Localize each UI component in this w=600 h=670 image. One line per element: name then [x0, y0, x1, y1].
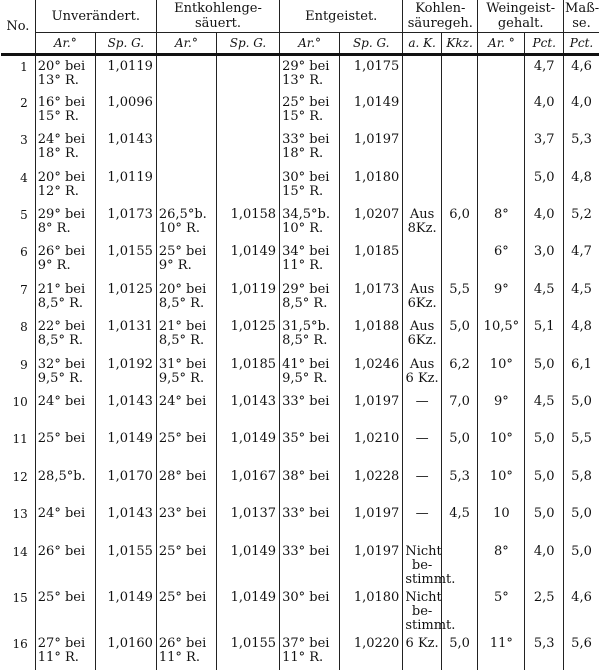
cell-weingeist-pct: 4,5 [525, 391, 564, 428]
cell-weingeist-ar [478, 129, 525, 166]
cell-row-number: 7 [20, 282, 28, 297]
header-entgeistet: Entgeistet. [280, 0, 403, 33]
cell-row-number: 15 [12, 590, 28, 605]
cell-kohlensaeure-kkz [441, 241, 477, 278]
cell-kohlensaeure-kkz [441, 167, 477, 204]
cell-row-number: 3 [20, 133, 28, 148]
cell-entgeistet-ar: 35° bei [280, 428, 340, 465]
cell-entgeistet-spg: 1,0210 [340, 428, 403, 465]
cell-masse-pct: 5,0 [564, 503, 599, 540]
cell-masse-pct: 5,5 [564, 428, 599, 465]
cell-row-number: 4 [20, 170, 28, 185]
subheader-spg: Sp. G. [95, 33, 156, 55]
cell-masse-pct: 5,8 [564, 466, 599, 503]
cell-row-number: 8 [20, 320, 28, 335]
cell-masse-pct: 5,2 [564, 204, 599, 241]
cell-kohlensaeure-kkz: 5,5 [441, 279, 477, 316]
cell-unveraendert-ar: 25° bei [35, 428, 95, 465]
cell-entgeistet-ar: 25° bei 15° R. [280, 92, 340, 129]
cell-entkohlensaeuert-spg: 1,0158 [216, 204, 279, 241]
cell-kohlensaeure-ak [403, 167, 442, 204]
subheader-ar2: Ar. ° [478, 33, 525, 55]
cell-row-number: 16 [12, 636, 28, 651]
header-kohlensaeuregeh: Kohlen- säuregeh. [403, 0, 478, 33]
cell-unveraendert-ar: 24° bei [35, 391, 95, 428]
cell-entkohlensaeuert-spg [216, 167, 279, 204]
cell-weingeist-pct: 5,3 [525, 633, 564, 670]
cell-entgeistet-spg: 1,0197 [340, 503, 403, 540]
cell-row-number: 1 [20, 60, 28, 74]
subheader-spg: Sp. G. [216, 33, 279, 55]
table-row [1, 316, 599, 353]
cell-masse-pct: 4,0 [564, 92, 599, 129]
cell-entgeistet-spg: 1,0175 [340, 55, 403, 92]
cell-entgeistet-spg: 1,0207 [340, 204, 403, 241]
cell-entgeistet-spg: 1,0197 [340, 541, 403, 587]
cell-masse-pct: 5,3 [564, 129, 599, 166]
cell-weingeist-pct: 5,0 [525, 354, 564, 391]
cell-entgeistet-spg: 1,0173 [340, 279, 403, 316]
table-row [1, 92, 599, 129]
cell-weingeist-pct: 4,0 [525, 204, 564, 241]
cell-entkohlensaeuert-spg [216, 129, 279, 166]
subheader-kkz: Kkz. [441, 33, 477, 55]
cell-kohlensaeure-kkz [441, 129, 477, 166]
cell-row-number: 13 [12, 507, 28, 522]
cell-entkohlensaeuert-spg: 1,0137 [216, 503, 279, 540]
cell-unveraendert-ar: 28,5°b. [35, 466, 95, 503]
cell-entgeistet-ar: 34° bei 11° R. [280, 241, 340, 278]
header-unveraendert: Unverändert. [35, 0, 156, 33]
cell-entgeistet-spg: 1,0246 [340, 354, 403, 391]
table-row [1, 129, 599, 166]
cell-entkohlensaeuert-spg: 1,0143 [216, 391, 279, 428]
cell-entkohlensaeuert-spg: 1,0119 [216, 279, 279, 316]
cell-entkohlensaeuert-ar: 26,5°b. 10° R. [156, 204, 216, 241]
cell-kohlensaeure-ak: Aus 8Kz. [403, 204, 442, 241]
cell-entkohlensaeuert-spg: 1,0149 [216, 587, 279, 633]
cell-kohlensaeure-kkz: 6,0 [441, 204, 477, 241]
cell-unveraendert-spg: 1,0149 [95, 587, 156, 633]
cell-kohlensaeure-kkz: 5,0 [441, 316, 477, 353]
table-row [1, 55, 599, 92]
cell-entgeistet-ar: 30° bei 15° R. [280, 167, 340, 204]
cell-kohlensaeure-ak [403, 129, 442, 166]
cell-kohlensaeure-ak: 6 Kz. [403, 633, 442, 670]
cell-entgeistet-ar: 41° bei 9,5° R. [280, 354, 340, 391]
cell-unveraendert-ar: 22° bei 8,5° R. [35, 316, 95, 353]
table-row [1, 167, 599, 204]
cell-weingeist-ar: 10° [478, 428, 525, 465]
cell-entkohlensaeuert-ar: 20° bei 8,5° R. [156, 279, 216, 316]
cell-entkohlensaeuert-ar [156, 55, 216, 92]
cell-row-number: 10 [12, 395, 28, 410]
measurement-table [1, 0, 599, 670]
cell-row-number: 2 [20, 95, 28, 110]
cell-weingeist-ar: 11° [478, 633, 525, 670]
cell-weingeist-pct: 5,1 [525, 316, 564, 353]
cell-entkohlensaeuert-ar: 25° bei [156, 541, 216, 587]
table-row [1, 354, 599, 391]
cell-weingeist-ar: 10,5° [478, 316, 525, 353]
cell-entgeistet-ar: 33° bei [280, 391, 340, 428]
cell-kohlensaeure-kkz: 5,3 [441, 466, 477, 503]
table-row [1, 279, 599, 316]
cell-row-number: 12 [12, 469, 28, 484]
cell-entkohlensaeuert-ar: 25° bei [156, 587, 216, 633]
cell-entgeistet-ar: 33° bei [280, 541, 340, 587]
header-masse: Maß- se. [565, 1, 600, 31]
cell-unveraendert-spg: 1,0096 [95, 92, 156, 129]
cell-kohlensaeure-ak: — [403, 428, 442, 465]
cell-entkohlensaeuert-ar: 21° bei 8,5° R. [156, 316, 216, 353]
table-row [1, 241, 599, 278]
cell-entgeistet-ar: 31,5°b. 8,5° R. [280, 316, 340, 353]
cell-entgeistet-spg: 1,0197 [340, 391, 403, 428]
cell-unveraendert-spg: 1,0143 [95, 503, 156, 540]
cell-entkohlensaeuert-spg: 1,0167 [216, 466, 279, 503]
cell-entkohlensaeuert-ar: 25° bei 9° R. [156, 241, 216, 278]
cell-entgeistet-ar: 34,5°b. 10° R. [280, 204, 340, 241]
cell-entgeistet-spg: 1,0185 [340, 241, 403, 278]
cell-entgeistet-ar: 33° bei 18° R. [280, 129, 340, 166]
cell-entkohlensaeuert-spg: 1,0149 [216, 241, 279, 278]
cell-unveraendert-spg: 1,0119 [95, 55, 156, 92]
cell-kohlensaeure-ak [403, 55, 442, 92]
cell-weingeist-pct: 5,0 [525, 503, 564, 540]
cell-row-number: 11 [12, 432, 28, 447]
cell-entgeistet-ar: 38° bei [280, 466, 340, 503]
cell-kohlensaeure-kkz: 6,2 [441, 354, 477, 391]
cell-unveraendert-spg: 1,0155 [95, 241, 156, 278]
cell-unveraendert-spg: 1,0143 [95, 391, 156, 428]
cell-unveraendert-spg: 1,0125 [95, 279, 156, 316]
cell-unveraendert-ar: 20° bei 13° R. [35, 55, 95, 92]
cell-kohlensaeure-kkz [441, 55, 477, 92]
cell-masse-pct: 5,6 [564, 633, 599, 670]
subheader-pct2: Pct. [564, 33, 599, 55]
cell-unveraendert-ar: 29° bei 8° R. [35, 204, 95, 241]
cell-kohlensaeure-kkz: 5,0 [441, 428, 477, 465]
cell-entkohlensaeuert-ar: 26° bei 11° R. [156, 633, 216, 670]
cell-entgeistet-ar: 33° bei [280, 503, 340, 540]
table-row [1, 587, 599, 633]
cell-entgeistet-spg: 1,0220 [340, 633, 403, 670]
cell-kohlensaeure-ak [403, 241, 442, 278]
cell-unveraendert-spg: 1,0160 [95, 633, 156, 670]
cell-masse-pct: 5,0 [564, 541, 599, 587]
cell-row-number: 5 [20, 208, 28, 223]
cell-kohlensaeure-ak: — [403, 466, 442, 503]
cell-entkohlensaeuert-ar [156, 129, 216, 166]
subheader-ar: Ar.° [280, 33, 340, 55]
cell-weingeist-ar: 10° [478, 466, 525, 503]
cell-weingeist-ar [478, 55, 525, 92]
header-no: No. [1, 0, 35, 55]
cell-unveraendert-spg: 1,0155 [95, 541, 156, 587]
subheader-pct: Pct. [525, 33, 564, 55]
cell-entkohlensaeuert-spg [216, 55, 279, 92]
cell-entkohlensaeuert-spg [216, 92, 279, 129]
cell-entkohlensaeuert-spg: 1,0155 [216, 633, 279, 670]
cell-unveraendert-ar: 25° bei [35, 587, 95, 633]
cell-unveraendert-spg: 1,0131 [95, 316, 156, 353]
cell-kohlensaeure-ak: — [403, 391, 442, 428]
cell-weingeist-ar: 8° [478, 204, 525, 241]
cell-weingeist-ar: 9° [478, 279, 525, 316]
cell-weingeist-pct: 4,5 [525, 279, 564, 316]
table-row [1, 541, 599, 587]
cell-entgeistet-ar: 29° bei 8,5° R. [280, 279, 340, 316]
cell-entgeistet-ar: 29° bei 13° R. [280, 55, 340, 92]
cell-unveraendert-ar: 32° bei 9,5° R. [35, 354, 95, 391]
header-weingeistgehalt: Weingeist- gehalt. [478, 0, 564, 33]
cell-unveraendert-ar: 21° bei 8,5° R. [35, 279, 95, 316]
cell-entkohlensaeuert-ar: 31° bei 9,5° R. [156, 354, 216, 391]
cell-entkohlensaeuert-spg: 1,0185 [216, 354, 279, 391]
cell-entkohlensaeuert-ar: 23° bei [156, 503, 216, 540]
cell-unveraendert-spg: 1,0119 [95, 167, 156, 204]
cell-masse-pct: 4,6 [564, 587, 599, 633]
cell-unveraendert-ar: 26° bei 9° R. [35, 241, 95, 278]
cell-masse-pct: 4,8 [564, 167, 599, 204]
cell-kohlensaeure-ak: Nicht be- stimmt. [403, 541, 442, 587]
cell-entgeistet-spg: 1,0197 [340, 129, 403, 166]
cell-weingeist-ar [478, 167, 525, 204]
header-entkohlensaeuert: Entkohlenge- säuert. [156, 0, 279, 33]
cell-weingeist-pct: 3,0 [525, 241, 564, 278]
cell-kohlensaeure-ak: Nicht be- stimmt. [403, 587, 442, 633]
cell-weingeist-pct: 5,0 [525, 428, 564, 465]
cell-unveraendert-ar: 20° bei 12° R. [35, 167, 95, 204]
cell-weingeist-ar [478, 92, 525, 129]
cell-entkohlensaeuert-ar [156, 167, 216, 204]
cell-masse-pct: 4,6 [564, 55, 599, 92]
subheader-ak: a. K. [403, 33, 442, 55]
cell-entkohlensaeuert-ar: 28° bei [156, 466, 216, 503]
cell-entgeistet-spg: 1,0180 [340, 167, 403, 204]
cell-weingeist-pct: 4,7 [525, 55, 564, 92]
cell-unveraendert-ar: 24° bei 18° R. [35, 129, 95, 166]
cell-kohlensaeure-kkz: 4,5 [441, 503, 477, 540]
cell-masse-pct: 5,0 [564, 391, 599, 428]
cell-kohlensaeure-ak: — [403, 503, 442, 540]
cell-weingeist-pct: 4,0 [525, 541, 564, 587]
table-row [1, 633, 599, 670]
cell-weingeist-pct: 5,0 [525, 466, 564, 503]
cell-weingeist-pct: 2,5 [525, 587, 564, 633]
cell-weingeist-pct: 3,7 [525, 129, 564, 166]
cell-kohlensaeure-kkz [441, 92, 477, 129]
cell-kohlensaeure-ak: Aus 6Kz. [403, 316, 442, 353]
cell-entgeistet-spg: 1,0180 [340, 587, 403, 633]
cell-entkohlensaeuert-ar: 25° bei [156, 428, 216, 465]
cell-masse-pct: 4,5 [564, 279, 599, 316]
cell-entkohlensaeuert-ar [156, 92, 216, 129]
subheader-ar: Ar.° [35, 33, 95, 55]
cell-entkohlensaeuert-ar: 24° bei [156, 391, 216, 428]
cell-unveraendert-spg: 1,0173 [95, 204, 156, 241]
cell-entkohlensaeuert-spg: 1,0125 [216, 316, 279, 353]
table-row [1, 466, 599, 503]
cell-entgeistet-ar: 37° bei 11° R. [280, 633, 340, 670]
cell-masse-pct: 4,7 [564, 241, 599, 278]
cell-unveraendert-spg: 1,0149 [95, 428, 156, 465]
cell-weingeist-ar: 9° [478, 391, 525, 428]
cell-kohlensaeure-kkz: 5,0 [441, 633, 477, 670]
cell-kohlensaeure-ak: Aus 6 Kz. [403, 354, 442, 391]
subheader-spg: Sp. G. [340, 33, 403, 55]
cell-unveraendert-spg: 1,0192 [95, 354, 156, 391]
cell-weingeist-ar: 8° [478, 541, 525, 587]
cell-weingeist-ar: 6° [478, 241, 525, 278]
cell-kohlensaeure-ak: Aus 6Kz. [403, 279, 442, 316]
cell-unveraendert-spg: 1,0170 [95, 466, 156, 503]
cell-weingeist-ar: 10 [478, 503, 525, 540]
cell-weingeist-pct: 5,0 [525, 167, 564, 204]
cell-entgeistet-ar: 30° bei [280, 587, 340, 633]
cell-entgeistet-spg: 1,0228 [340, 466, 403, 503]
cell-weingeist-ar: 10° [478, 354, 525, 391]
table-row [1, 391, 599, 428]
subheader-ar: Ar.° [156, 33, 216, 55]
table-row [1, 204, 599, 241]
cell-row-number: 6 [20, 245, 28, 260]
cell-unveraendert-ar: 27° bei 11° R. [35, 633, 95, 670]
cell-unveraendert-spg: 1,0143 [95, 129, 156, 166]
cell-entgeistet-spg: 1,0149 [340, 92, 403, 129]
cell-masse-pct: 4,8 [564, 316, 599, 353]
cell-row-number: 9 [20, 357, 28, 372]
cell-masse-pct: 6,1 [564, 354, 599, 391]
cell-weingeist-pct: 4,0 [525, 92, 564, 129]
table-row [1, 428, 599, 465]
cell-unveraendert-ar: 24° bei [35, 503, 95, 540]
cell-unveraendert-ar: 26° bei [35, 541, 95, 587]
cell-kohlensaeure-kkz: 7,0 [441, 391, 477, 428]
table-row [1, 503, 599, 540]
cell-entkohlensaeuert-spg: 1,0149 [216, 541, 279, 587]
cell-entkohlensaeuert-spg: 1,0149 [216, 428, 279, 465]
cell-entgeistet-spg: 1,0188 [340, 316, 403, 353]
table-body [1, 55, 599, 670]
cell-row-number: 14 [12, 544, 28, 559]
cell-weingeist-ar: 5° [478, 587, 525, 633]
cell-unveraendert-ar: 16° bei 15° R. [35, 92, 95, 129]
cell-kohlensaeure-ak [403, 92, 442, 129]
